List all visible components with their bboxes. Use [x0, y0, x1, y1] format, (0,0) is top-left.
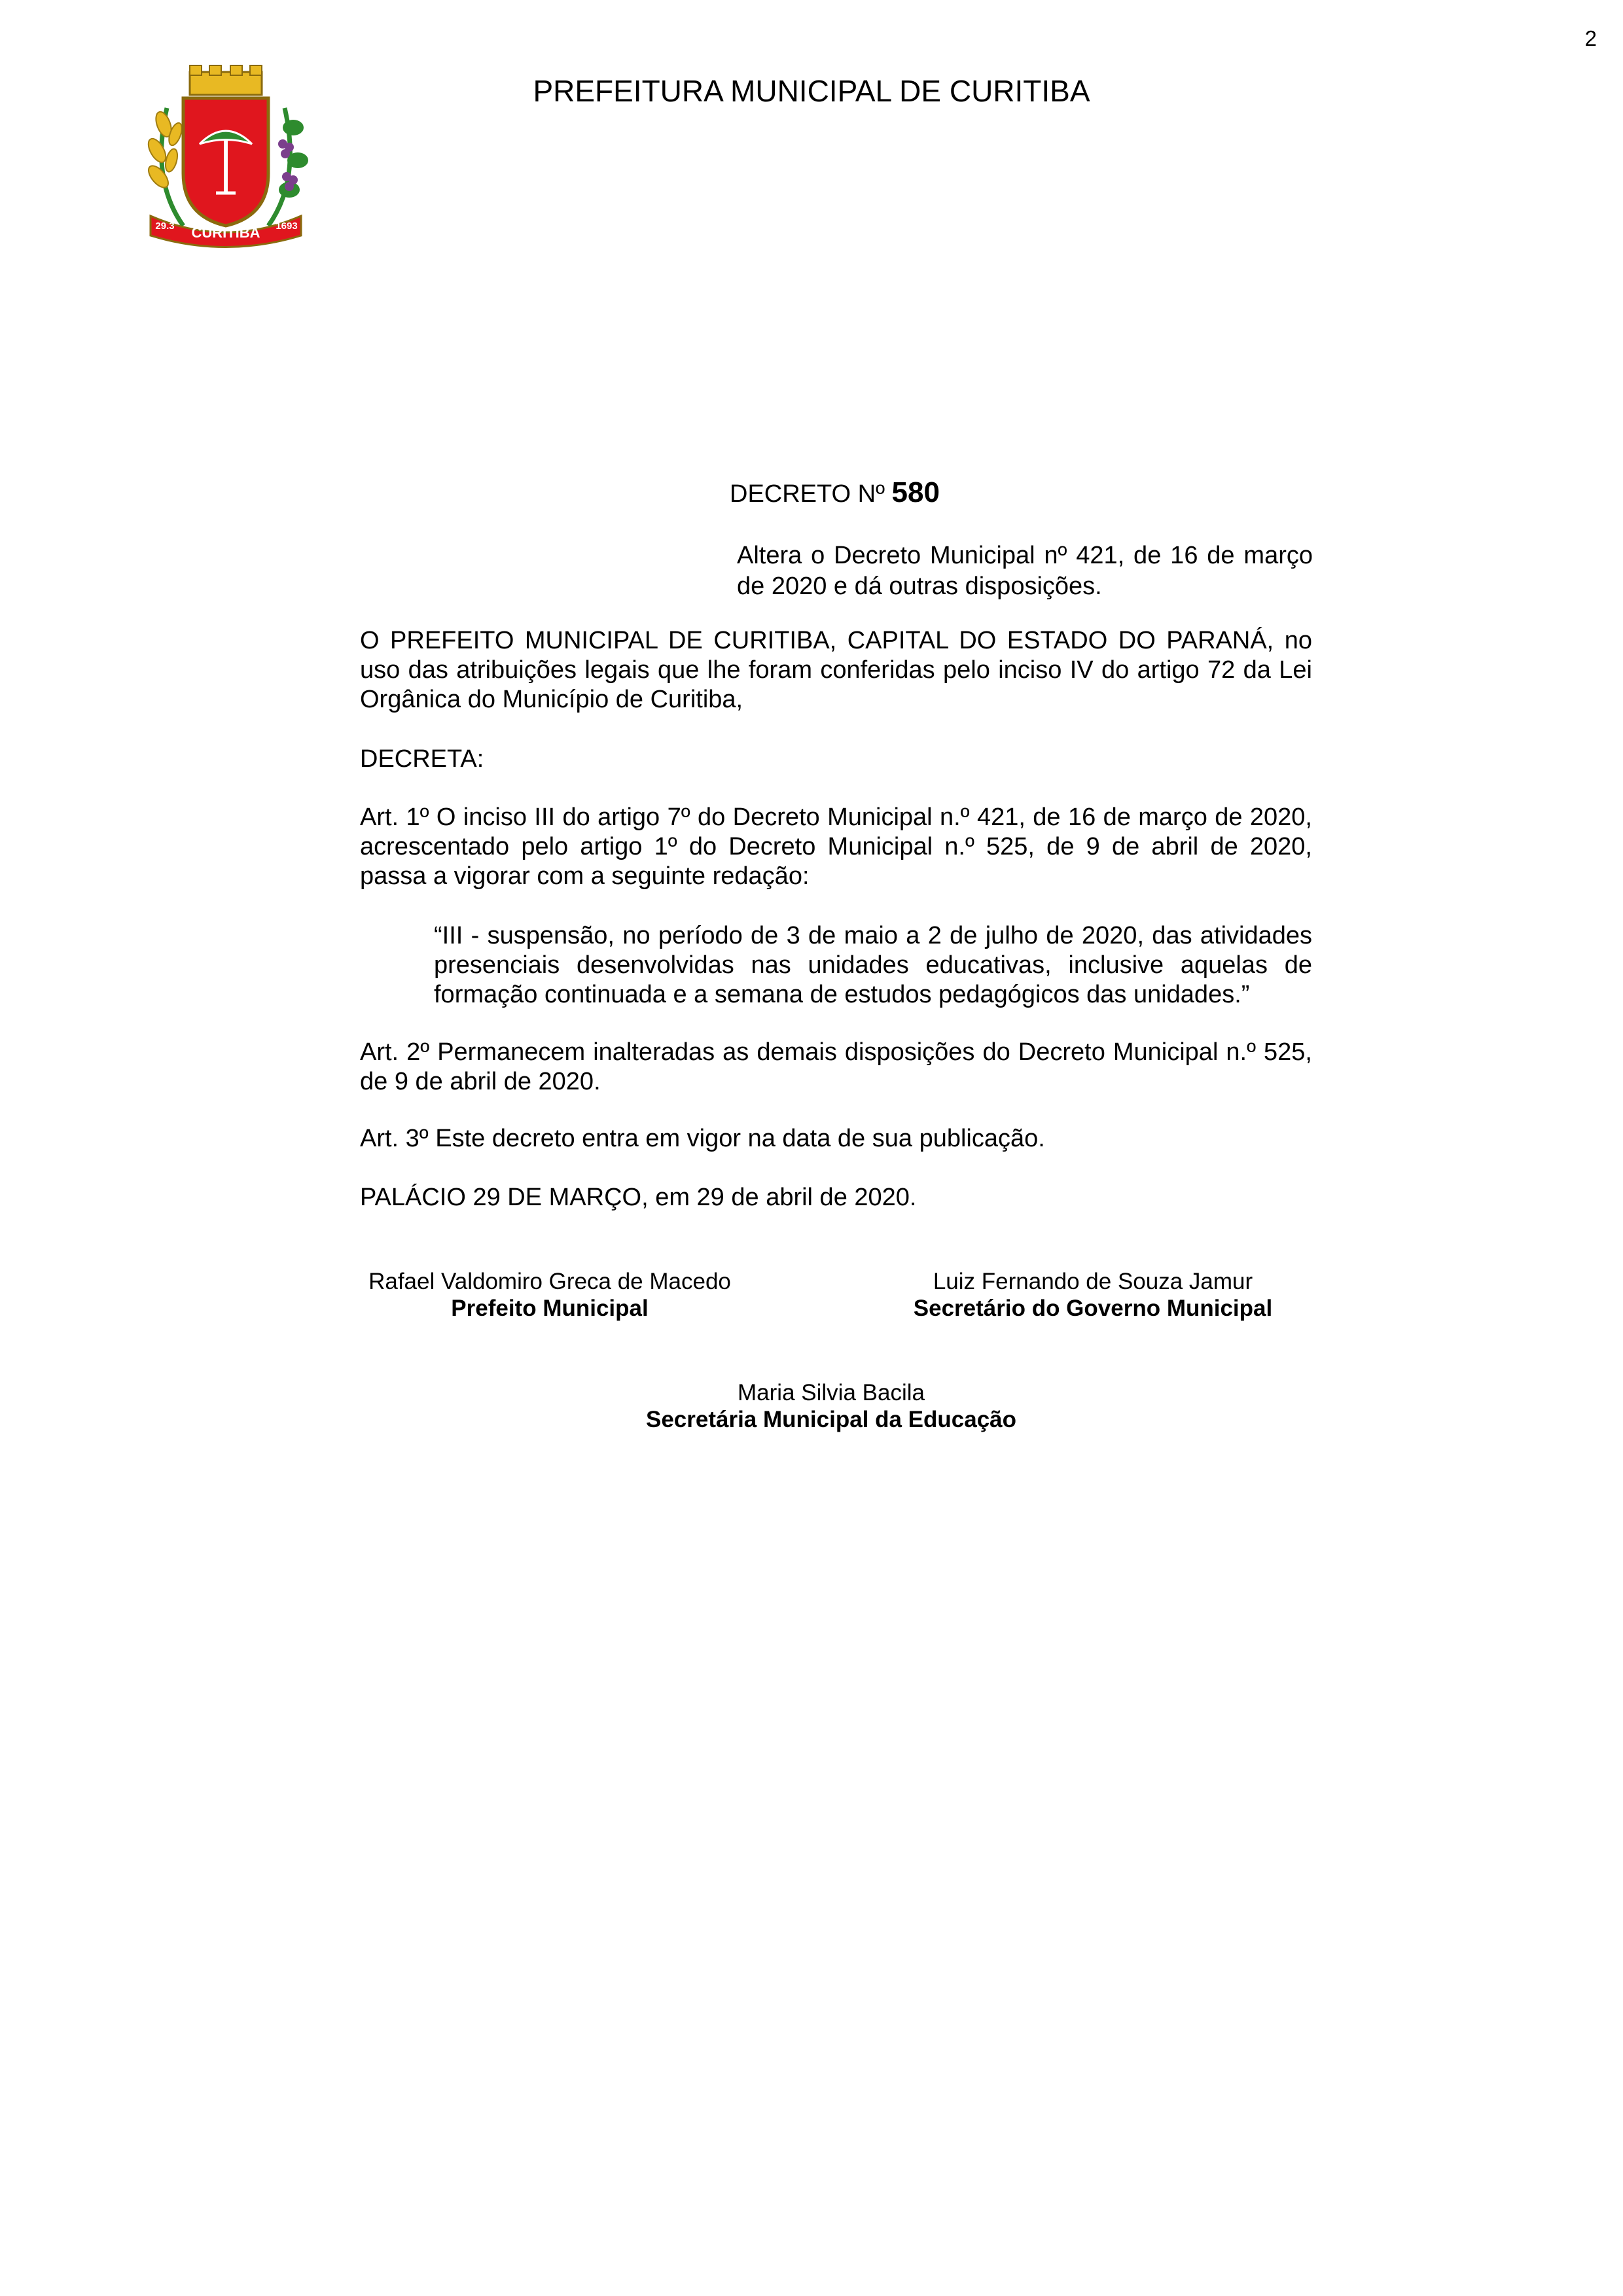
- signature-block-education-secretary: [576, 1379, 1086, 1433]
- article-2: Art. 2º Permanecem inalteradas as demais disposições do Decreto Municipal n.º 525, de 9 de abril de 2020.: [360, 1038, 1312, 1095]
- decree-title: [730, 476, 940, 509]
- signature-name: Luiz Fernando de Souza Jamur: [933, 1269, 1253, 1294]
- crest-banner-text: CURITIBA: [191, 224, 260, 241]
- decree-number: 580: [891, 476, 940, 508]
- signature-name: Rafael Valdomiro Greca de Macedo: [368, 1269, 731, 1294]
- article-1-quote: “III - suspensão, no período de 3 de maio a 2 de julho de 2020, das atividades presenciais desenvolvidas nas unidades educativas, inclusive aquelas de formação continuada e a semana de estudos pedagógicos das unidades.”: [434, 922, 1312, 1008]
- article-3: Art. 3º Este decreto entra em vigor na data de sua publicação.: [360, 1125, 1045, 1152]
- place-and-date: PALÁCIO 29 DE MARÇO, em 29 de abril de 2020.: [360, 1184, 917, 1211]
- signature-block-mayor: [340, 1268, 759, 1322]
- signature-name: Maria Silvia Bacila: [738, 1380, 925, 1405]
- signature-role: Secretária Municipal da Educação: [645, 1407, 1017, 1432]
- decree-title-prefix: DECRETO Nº: [730, 480, 885, 508]
- curitiba-coat-of-arms-icon: [137, 62, 314, 249]
- decreta-heading: DECRETA:: [360, 745, 484, 773]
- header-title: PREFEITURA MUNICIPAL DE CURITIBA: [533, 74, 1090, 108]
- signature-role: Secretário do Governo Municipal: [913, 1296, 1273, 1321]
- preamble-paragraph: O PREFEITO MUNICIPAL DE CURITIBA, CAPITAL DO ESTADO DO PARANÁ, no uso das atribuições legais que lhe foram conferidas pelo inciso IV do artigo 72 da Lei Orgânica do Município de Curitiba,: [360, 627, 1312, 713]
- page-number: 2: [1584, 26, 1597, 50]
- signature-block-government-secretary: [864, 1268, 1322, 1322]
- signature-role: Prefeito Municipal: [451, 1296, 649, 1321]
- article-1: Art. 1º O inciso III do artigo 7º do Decreto Municipal n.º 421, de 16 de março de 2020, acrescentado pelo artigo 1º do Decreto Municipal n.º 525, de 9 de abril de 2020, passa a vigorar com a seguinte redação:: [360, 804, 1312, 890]
- decree-ementa: Altera o Decreto Municipal nº 421, de 16 de março de 2020 e dá outras disposições.: [737, 542, 1313, 600]
- crest-left-number: 29.3: [155, 221, 175, 232]
- crest-right-number: 1693: [276, 221, 298, 232]
